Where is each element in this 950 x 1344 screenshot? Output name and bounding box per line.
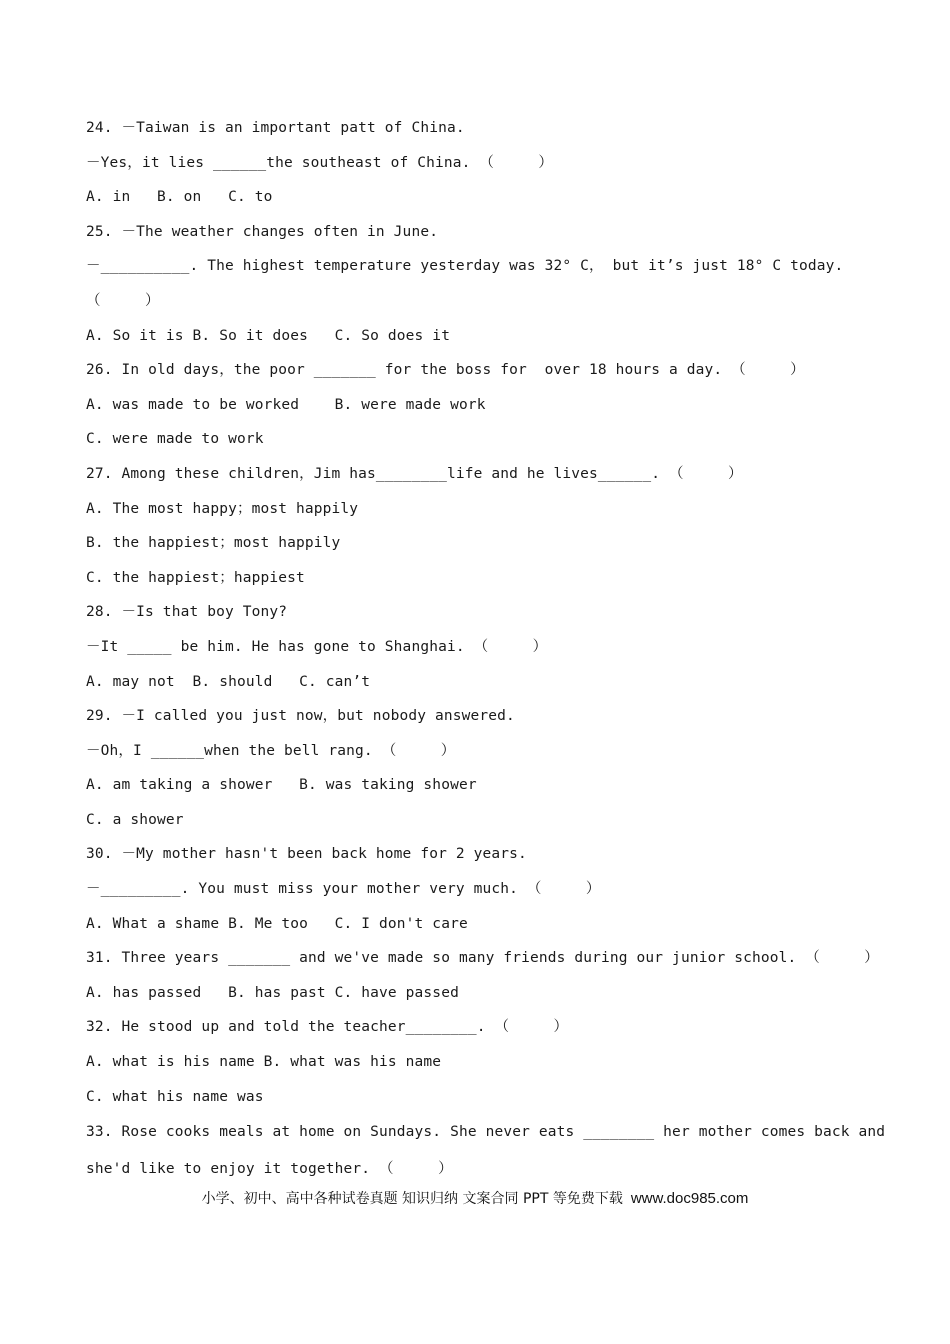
question-25-stem: 25. －The weather changes often in June. bbox=[86, 223, 439, 240]
question-24-options: A. in B. on C. to bbox=[86, 189, 273, 206]
question-25-reply: －__________. The highest temperature yesterday was 32° C， but it’s just 18° C today. bbox=[86, 258, 844, 275]
question-27-option-c: C. the happiest；happiest bbox=[86, 569, 305, 586]
question-27-stem: 27. Among these children，Jim has________life and he lives______. （ ） bbox=[86, 465, 743, 482]
question-24-reply: －Yes，it lies ______the southeast of China. （ ） bbox=[86, 154, 554, 171]
footer-text: 小学、初中、高中各种试卷真题 知识归纳 文案合同 PPT 等免费下载 bbox=[201, 1191, 623, 1207]
question-26-options-ab: A. was made to be worked B. were made work bbox=[86, 396, 486, 413]
question-28-reply: －It _____ be him. He has gone to Shanghai. （ ） bbox=[86, 638, 548, 655]
question-29-stem: 29. －I called you just now，but nobody answered. bbox=[86, 708, 515, 725]
question-27-option-a: A. The most happy；most happily bbox=[86, 500, 359, 517]
question-30-reply: －_________. You must miss your mother very much. （ ） bbox=[86, 881, 601, 898]
question-25-paren: （ ） bbox=[86, 292, 160, 309]
question-28-stem: 28. －Is that boy Tony? bbox=[86, 604, 288, 621]
footer-banner bbox=[0, 1188, 950, 1208]
question-32-stem: 32. He stood up and told the teacher________. （ ） bbox=[86, 1019, 569, 1036]
question-28-options: A. may not B. should C. can’t bbox=[86, 673, 371, 690]
question-26-stem: 26. In old days，the poor _______ for the boss for over 18 hours a day. （ ） bbox=[86, 362, 805, 379]
question-26-option-c: C. were made to work bbox=[86, 431, 264, 448]
question-31-options: A. has passed B. has past C. have passed bbox=[86, 984, 459, 1001]
question-32-option-c: C. what his name was bbox=[86, 1088, 264, 1105]
question-33-stem: 33. Rose cooks meals at home on Sundays. She never eats ________ her mother comes back and bbox=[86, 1124, 886, 1141]
question-29-option-c: C. a shower bbox=[86, 811, 184, 828]
question-31-stem: 31. Three years _______ and we've made so many friends during our junior school. （ ） bbox=[86, 950, 879, 967]
question-29-options-ab: A. am taking a shower B. was taking shower bbox=[86, 777, 477, 794]
footer-url[interactable]: www.doc985.com bbox=[630, 1190, 749, 1207]
question-25-options: A. So it is B. So it does C. So does it bbox=[86, 327, 451, 344]
question-list bbox=[86, 111, 886, 1188]
question-24-stem: 24. －Taiwan is an important patt of China. bbox=[86, 120, 465, 136]
question-33-stem-continued: she'd like to enjoy it together. （ ） bbox=[86, 1161, 453, 1178]
question-30-options: A. What a shame B. Me too C. I don't care bbox=[86, 915, 468, 932]
question-32-options-ab: A. what is his name B. what was his name bbox=[86, 1054, 442, 1071]
question-30-stem: 30. －My mother hasn't been back home for 2 years. bbox=[86, 846, 527, 863]
question-29-reply: －Oh，I ______when the bell rang. （ ） bbox=[86, 742, 456, 759]
question-27-option-b: B. the happiest；most happily bbox=[86, 535, 341, 552]
